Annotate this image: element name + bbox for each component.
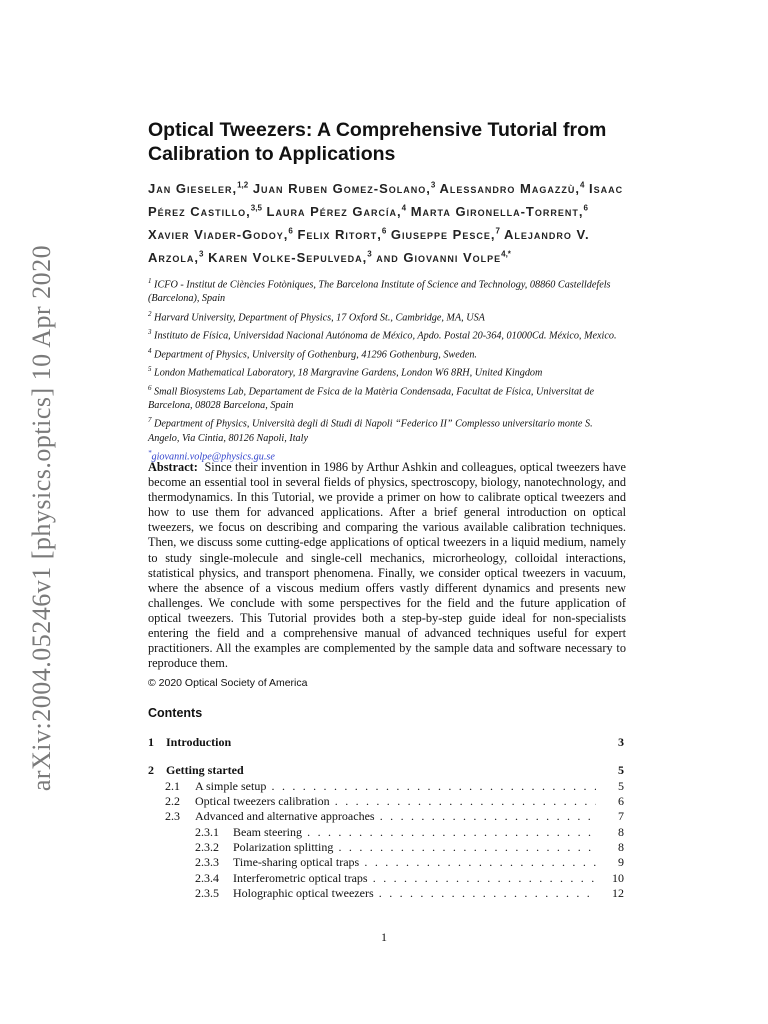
abstract-label: Abstract: [148, 460, 198, 474]
author: Felix Ritort,$^6$ [297, 226, 387, 243]
author: Isaac Pérez Castillo,$^{3,5}$ [148, 181, 624, 220]
author: Alejandro V. Arzola,$^3$ [148, 227, 590, 266]
author: Karen Volke-Sepulveda,$^3$ [208, 249, 372, 266]
toc-entry[interactable]: 2 Getting started 5 [148, 763, 624, 777]
author: Giuseppe Pesce,$^7$ [390, 226, 500, 243]
abstract-text: Since their invention in 1986 by Arthur Ashkin and colleagues, optical tweezers have become an essential tool in several fields of physics, spectroscopy, biology, nanotechnology, and thermodynamics. In this Tutorial, we provide a primer on how to calibrate optical tweezers and how to use them for advanced applications. After a brief general introduction on optical tweezers, we focus on describing and comparing the various available calibration techniques. Then, we discuss some cutting-edge applications of optical tweezers in a liquid medium, namely to study single-molecule and single-cell mechanics, microrheology, colloidal interactions, statistical physics, and transport phenomena. Finally, we consider optical tweezers in vacuum, where the absence of a viscous medium offers vastly different dynamics and presents new challenges. We conclude with some perspectives for the field and the future application of optical tweezers. This Tutorial provides both a step-by-step guide ideal for non-specialists entering the field and a comprehensive manual of advanced techniques useful for expert practitioners. All the examples are complemented by the sample data and software necessary to reproduce them. [148, 460, 626, 671]
author: Alessandro Magazzù,$^4$ [439, 181, 585, 197]
affiliation-list [148, 274, 626, 464]
author: Juan Ruben Gomez-Solano,$^3$ [252, 181, 436, 197]
affiliation: $^2$ Harvard University, Department of Physics, 17 Oxford St., Cambridge, MA, USA [148, 309, 485, 323]
toc-entry[interactable]: 2.3.2 Polarization splitting . . . 8 [148, 840, 624, 855]
affiliation: $^7$ Department of Physics, Università degli di Studi di Napoli “Federico II” Complesso universitario monte S. Angelo, Via Cintia, 80126 Napoli, Italy [148, 416, 593, 444]
author: Xavier Viader-Godoy,$^6$ [148, 226, 293, 243]
author: Jan Gieseler,$^{1,2}$ [148, 181, 249, 197]
contents-heading: Contents [148, 706, 203, 720]
abstract [148, 460, 626, 671]
affiliation: $^3$ Instituto de Física, Universidad Nacional Autónoma de México, Apdo. Postal 20-364, 01000Cd. México, Mexico. [148, 328, 617, 342]
toc-entry[interactable]: 2.3.5 Holographic optical tweezers . . . 12 [148, 886, 624, 901]
email-link[interactable]: giovanni.volpe@physics.gu.se [151, 451, 275, 463]
copyright-notice: © 2020 Optical Society of America [148, 677, 308, 689]
author-list [148, 176, 628, 268]
page-number: 1 [381, 930, 387, 944]
affiliation: $^5$ London Mathematical Laboratory, 18 Margravine Gardens, London W6 8RH, United Kingdom [148, 365, 543, 379]
toc-entry[interactable]: 2.3.4 Interferometric optical traps . . . 10 [148, 871, 624, 886]
author: and Giovanni Volpe$^{4,*}$ [376, 249, 511, 266]
paper-title: Optical Tweezers: A Comprehensive Tutorial from Calibration to Applications [148, 119, 607, 165]
affiliation: $^6$ Small Biosystems Lab, Departament de Fsica de la Matèria Condensada, Facultat de Física, Universitat de Barcelona, 08028 Barcelona, Spain [148, 383, 595, 411]
corresponding-email[interactable]: *giovanni.volpe@physics.gu.se [148, 448, 275, 463]
arxiv-identifier-stamp [22, 244, 62, 792]
arxiv-stamp-text: arXiv:2004.05246v1 [physics.optics] 10 Apr 2020 [27, 244, 56, 792]
toc-entry[interactable]: 2.3.3 Time-sharing optical traps . . . 9 [148, 855, 624, 870]
toc-entry[interactable]: 2.2 Optical tweezers calibration . . . 6 [148, 794, 624, 809]
toc-entry[interactable]: 2.3 Advanced and alternative approaches . . . 7 [148, 809, 624, 824]
author: Laura Pérez García,$^4$ [266, 203, 407, 220]
author: Marta Gironella-Torrent,$^6$ [410, 203, 588, 220]
toc-entry[interactable]: 2.1 A simple setup . . . 5 [148, 779, 624, 794]
toc-entry[interactable]: 1 Introduction 3 [148, 735, 624, 749]
toc-entry[interactable]: 2.3.1 Beam steering . . . 8 [148, 825, 624, 840]
affiliation: $^4$ Department of Physics, University of Gothenburg, 41296 Gothenburg, Sweden. [148, 346, 477, 360]
affiliation: $^1$ ICFO - Institut de Ciències Fotòniques, The Barcelona Institute of Science and Technology, 08860 Castelldefels (Barcelona), Spain [148, 277, 611, 305]
